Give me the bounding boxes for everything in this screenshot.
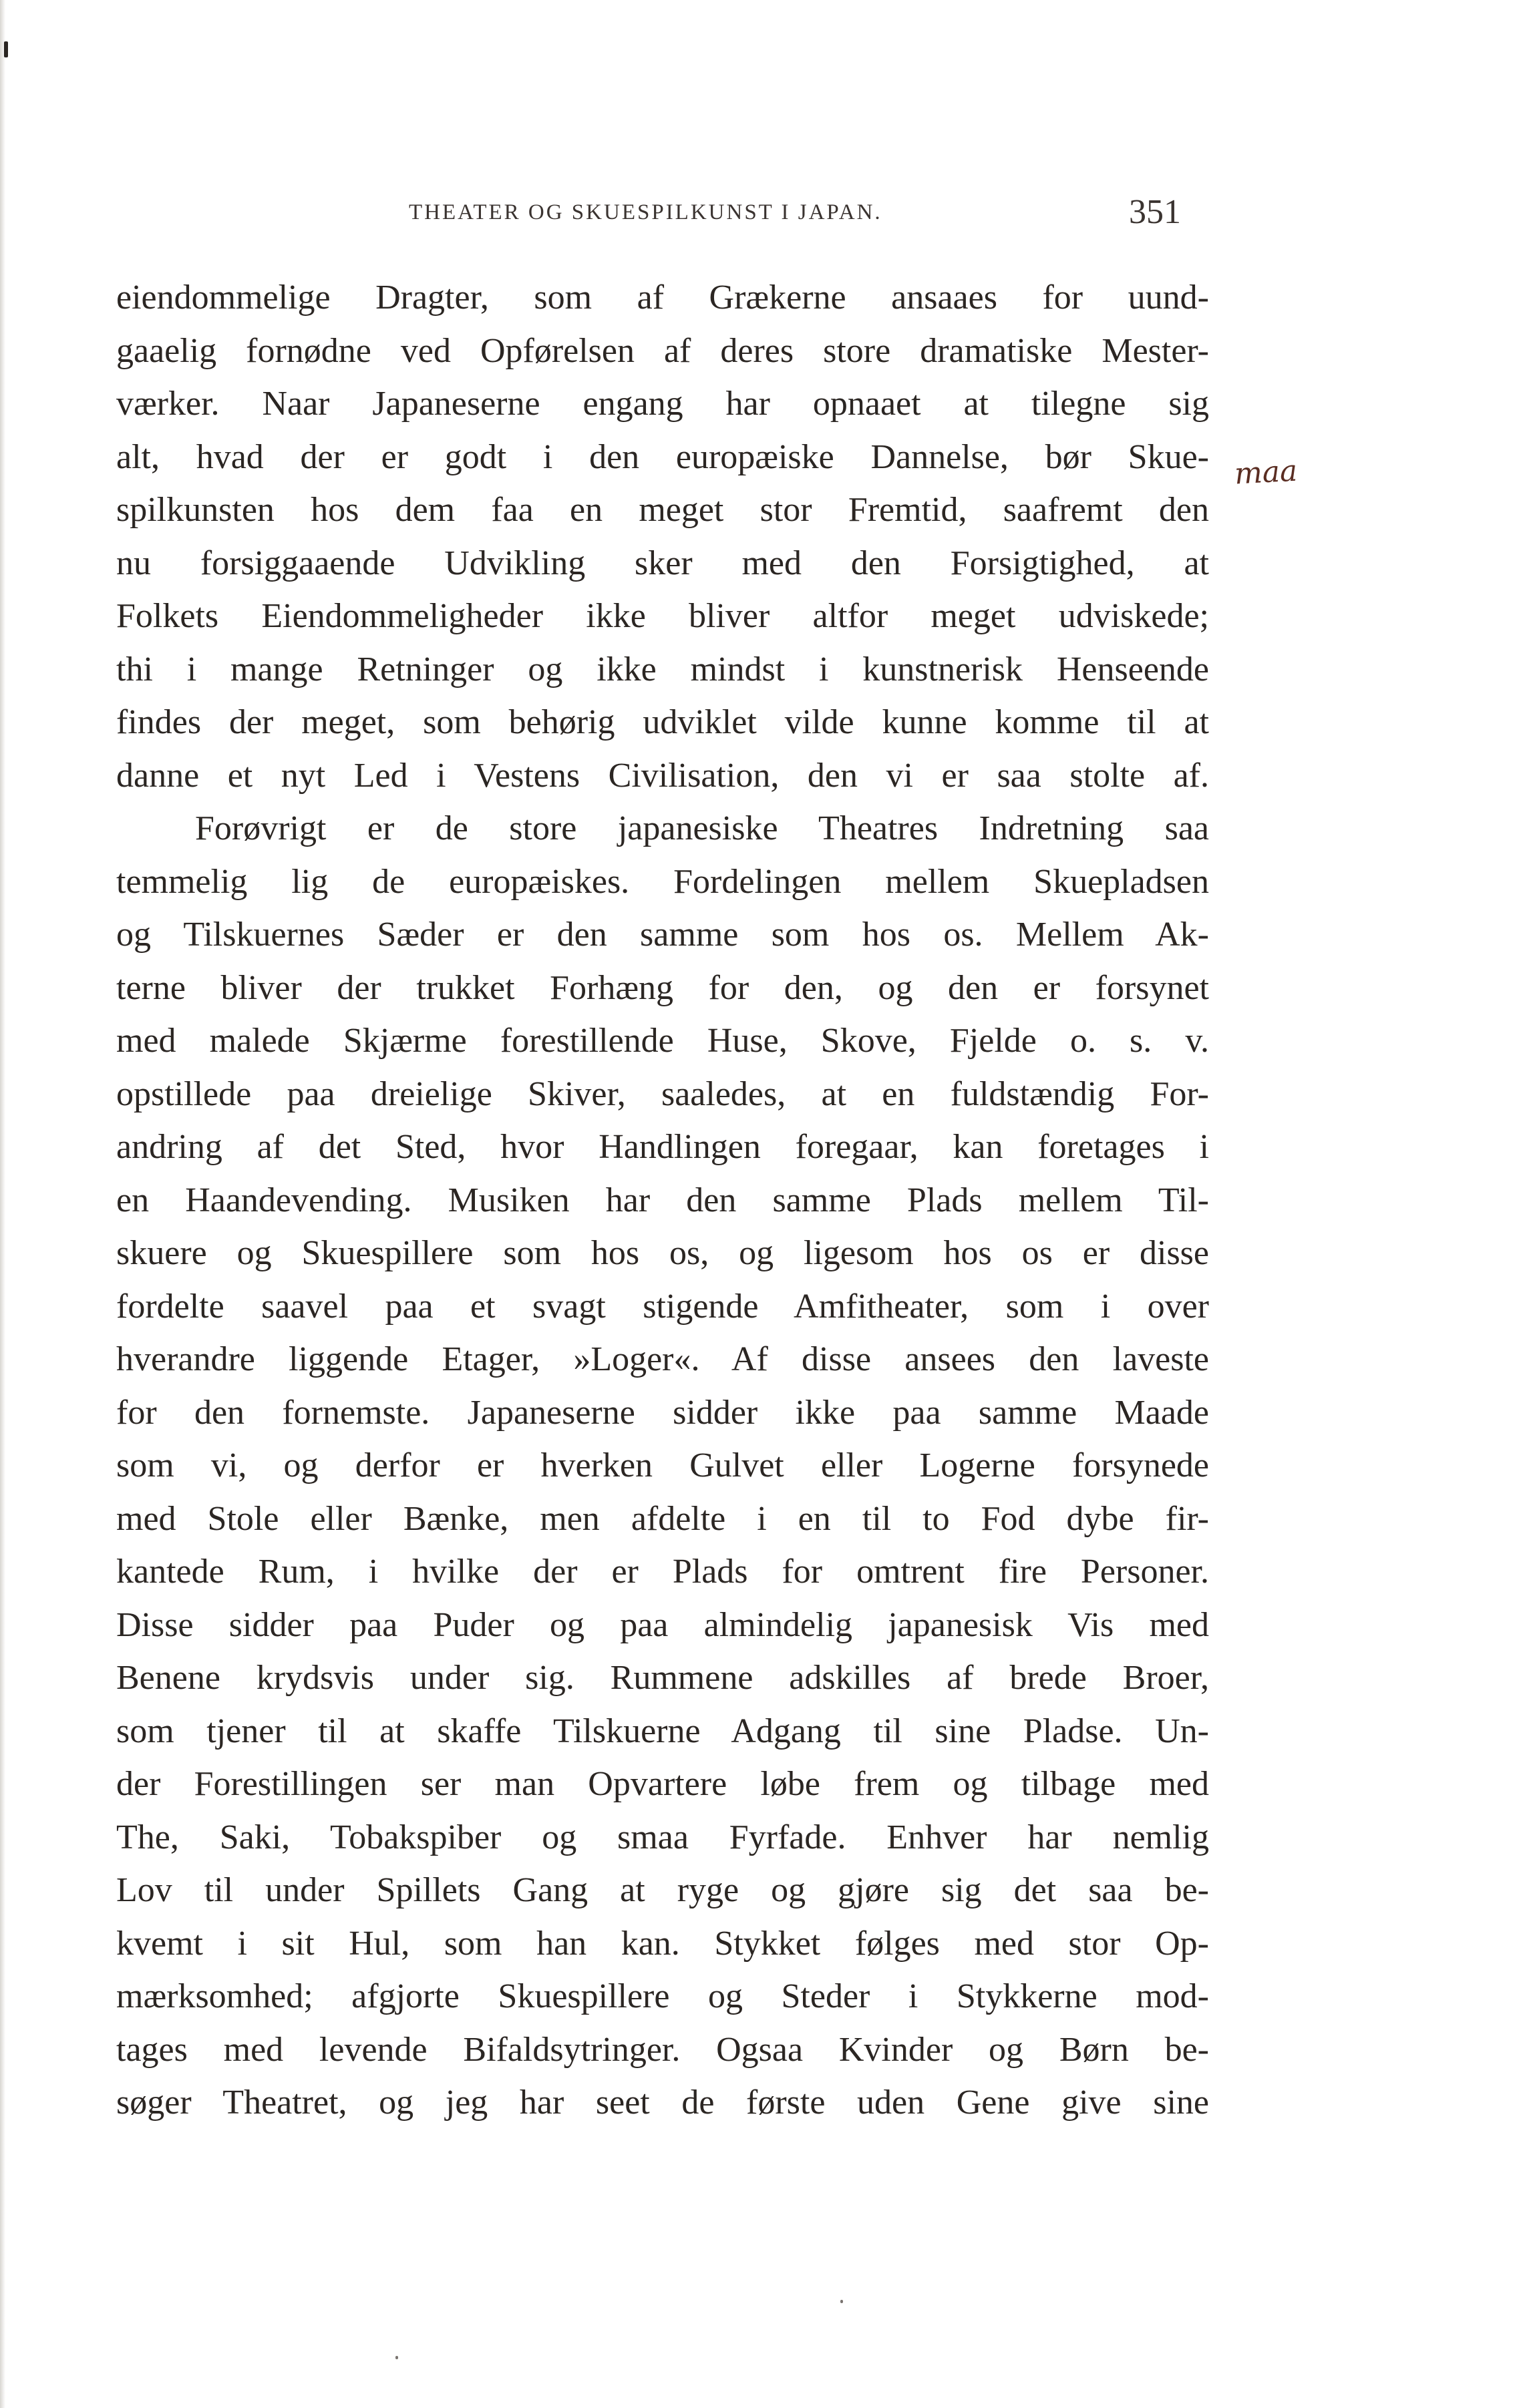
text-line: danne et nyt Led i Vestens Civilisation, den vi er saa stolte af. [116,756,1209,795]
edge-mark [4,41,8,57]
text-line: Disse sidder paa Puder og paa almindelig japanesisk Vis med [116,1605,1209,1644]
text-line: terne bliver der trukket Forhæng for den, og den er forsynet [116,968,1209,1007]
text-line: Lov til under Spillets Gang at ryge og gjøre sig det saa be- [116,1871,1209,1909]
text-line: kantede Rum, i hvilke der er Plads for omtrent fire Personer. [116,1553,1209,1591]
text-line: og Tilskuernes Sæder er den samme som hos os. Mellem Ak- [116,916,1209,954]
text-line: for den fornemste. Japaneserne sidder ikke paa samme Maade [116,1393,1209,1432]
text-line: alt, hvad der er godt i den europæiske Dannelse, bør Skue- [116,437,1209,476]
text-line: som tjener til at skaffe Tilskuerne Adgang til sine Pladse. Un- [116,1712,1209,1750]
text-line: nu forsiggaaende Udvikling sker med den Forsigtighed, at [116,544,1209,582]
text-line: gaaelig fornødne ved Opførelsen af deres store dramatiske Mester- [116,331,1209,370]
paper-speck [840,2300,843,2303]
text-line: spilkunsten hos dem faa en meget stor Fremtid, saafremt den [116,491,1209,529]
text-line: skuere og Skuespillere som hos os, og ligesom hos os er disse [116,1234,1209,1272]
text-line: værker. Naar Japaneserne engang har opnaaet at tilegne sig [116,385,1209,423]
running-title: THEATER OG SKUESPILKUNST I JAPAN. [409,200,882,224]
text-line: hverandre liggende Etager, »Loger«. Af disse ansees den laveste [116,1340,1209,1378]
handwritten-margin-note: maa [1233,453,1299,491]
text-line: med malede Skjærme forestillende Huse, Skove, Fjelde o. s. v. [116,1022,1209,1060]
text-line: findes der meget, som behørig udviklet vilde kunne komme til at [116,703,1209,741]
text-line: en Haandevending. Musiken har den samme Plads mellem Til- [116,1181,1209,1219]
page-number: 351 [1129,193,1181,231]
body-text [116,271,1209,2130]
text-line: mærksomhed; afgjorte Skuespillere og Steder i Stykkerne mod- [116,1977,1209,2015]
page-edge-shadow [0,0,5,2408]
text-line: med Stole eller Bænke, men afdelte i en til to Fod dybe fir- [116,1499,1209,1538]
text-line: opstillede paa dreielige Skiver, saaledes, at en fuldstændig For- [116,1074,1209,1113]
text-line: thi i mange Retninger og ikke mindst i kunstnerisk Henseende [116,650,1209,688]
text-line: temmelig lig de europæiskes. Fordelingen mellem Skuepladsen [116,862,1209,901]
text-line: fordelte saavel paa et svagt stigende Amfitheater, som i over [116,1287,1209,1326]
text-line: andring af det Sted, hvor Handlingen foregaar, kan foretages i [116,1128,1209,1166]
paragraph-start-line: Forøvrigt er de store japanesiske Theatres Indretning saa [195,809,1209,847]
text-line: The, Saki, Tobakspiber og smaa Fyrfade. Enhver har nemlig [116,1818,1209,1856]
text-line: tages med levende Bifaldsytringer. Ogsaa Kvinder og Børn be- [116,2030,1209,2069]
text-line: eiendommelige Dragter, som af Grækerne ansaaes for uund- [116,278,1209,317]
text-line: kvemt i sit Hul, som han kan. Stykket følges med stor Op- [116,1924,1209,1963]
text-line: Benene krydsvis under sig. Rummene adskilles af brede Broer, [116,1659,1209,1697]
paper-speck [395,2356,398,2359]
text-line: søger Theatret, og jeg har seet de første uden Gene give sine [116,2083,1209,2122]
text-line: der Forestillingen ser man Opvartere løbe frem og tilbage med [116,1765,1209,1803]
text-line: Folkets Eiendommeligheder ikke bliver altfor meget udviskede; [116,597,1209,635]
text-line: som vi, og derfor er hverken Gulvet eller Logerne forsynede [116,1446,1209,1484]
